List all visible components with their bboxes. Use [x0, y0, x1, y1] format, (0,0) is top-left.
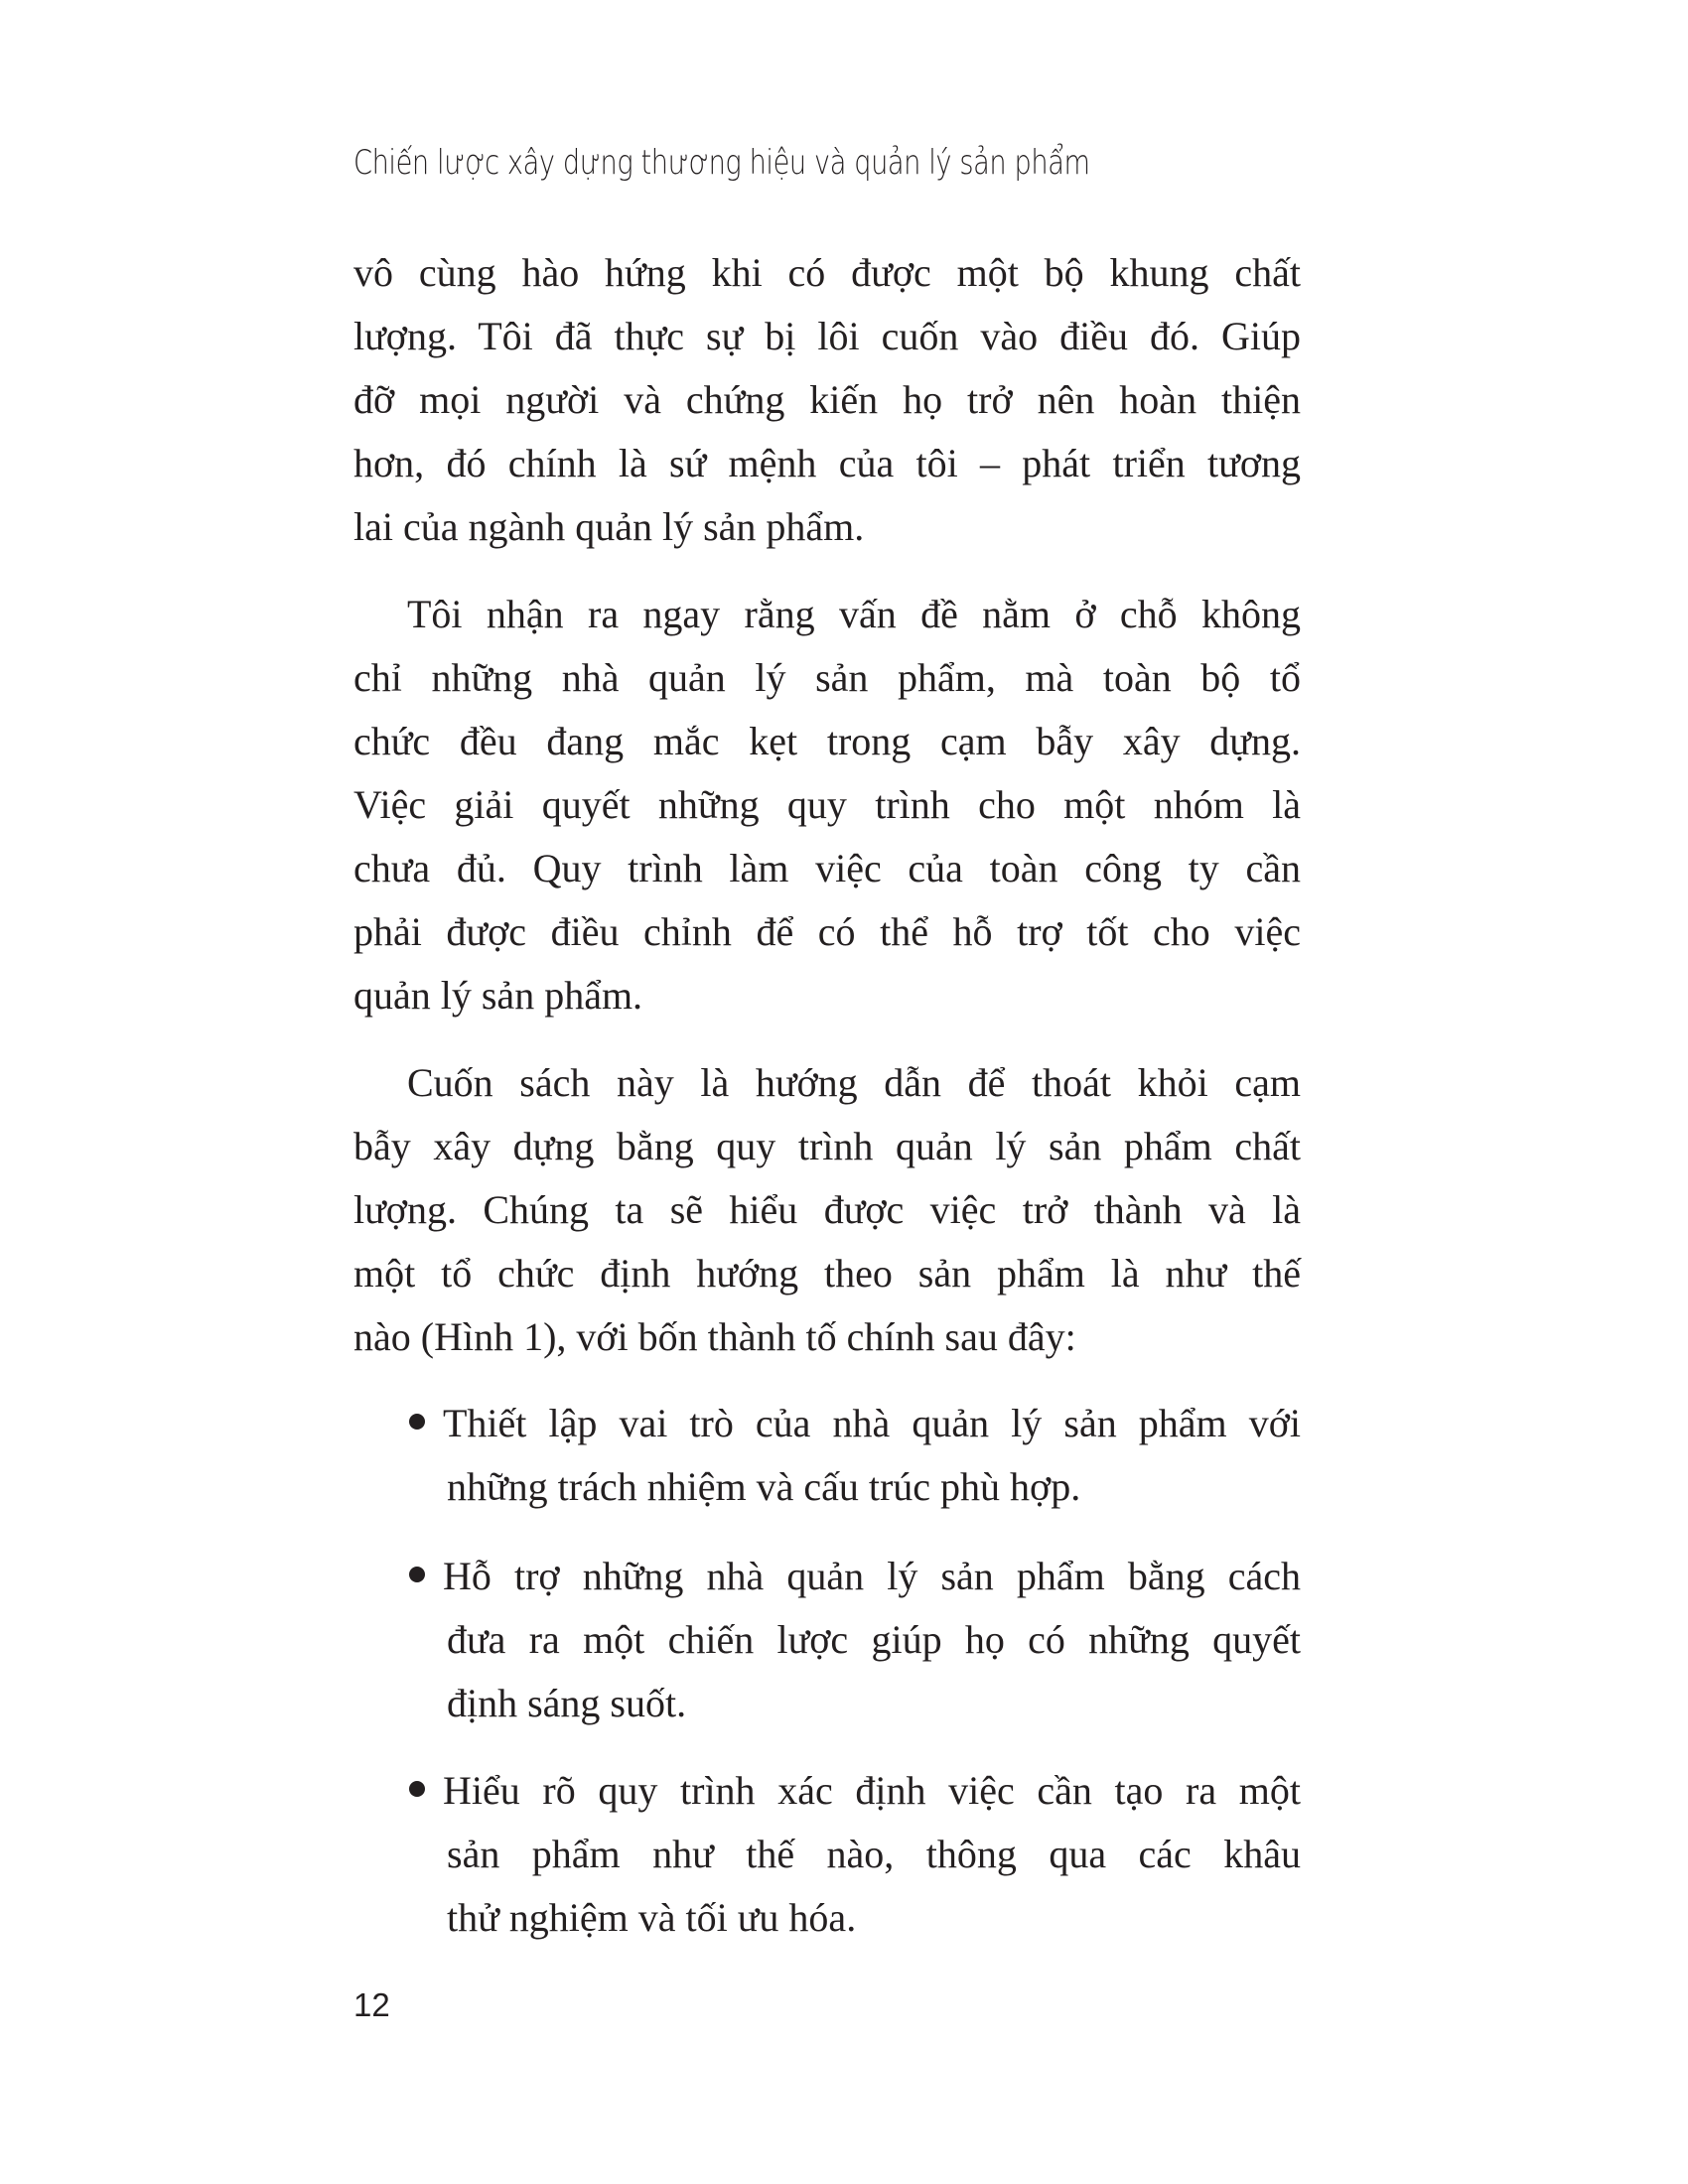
text-line: Hiểu rõ quy trình xác định việc cần tạo ra một	[443, 1768, 1301, 1813]
text-line: Tôi nhận ra ngay rằng vấn đề nằm ở chỗ không	[407, 592, 1301, 636]
text-line: lượng. Tôi đã thực sự bị lôi cuốn vào điều đó. Giúp	[353, 314, 1301, 358]
text-line: phải được điều chỉnh để có thể hỗ trợ tốt cho việc	[353, 909, 1301, 954]
text-line: định sáng suốt.	[447, 1681, 687, 1725]
text-line: vô cùng hào hứng khi có được một bộ khung chất	[353, 250, 1301, 295]
text-line: một tổ chức định hướng theo sản phẩm là như thế	[353, 1251, 1301, 1296]
text-line: thử nghiệm và tối ưu hóa.	[447, 1895, 857, 1940]
bullet-icon	[409, 1414, 425, 1430]
text-line: nào (Hình 1), với bốn thành tố chính sau đây:	[353, 1314, 1076, 1359]
page-number: 12	[353, 1986, 390, 2023]
text-line: chức đều đang mắc kẹt trong cạm bẫy xây dựng.	[353, 719, 1301, 763]
bullet-icon	[409, 1781, 425, 1797]
text-line: Cuốn sách này là hướng dẫn để thoát khỏi cạm	[407, 1060, 1301, 1105]
text-line: đỡ mọi người và chứng kiến họ trở nên hoàn thiện	[353, 377, 1301, 422]
text-line: đưa ra một chiến lược giúp họ có những quyết	[447, 1617, 1301, 1662]
text-line: lượng. Chúng ta sẽ hiểu được việc trở thành và là	[353, 1187, 1301, 1232]
running-header: Chiến lược xây dựng thương hiệu và quản lý sản phẩm	[353, 143, 1090, 183]
bullet-icon	[409, 1567, 425, 1582]
text-line: Việc giải quyết những quy trình cho một nhóm là	[353, 782, 1301, 827]
text-line: những trách nhiệm và cấu trúc phù hợp.	[447, 1464, 1081, 1509]
text-line: bẫy xây dựng bằng quy trình quản lý sản phẩm chất	[353, 1124, 1301, 1168]
text-line: Hỗ trợ những nhà quản lý sản phẩm bằng cách	[443, 1554, 1301, 1598]
text-line: quản lý sản phẩm.	[353, 973, 643, 1018]
text-line: chỉ những nhà quản lý sản phẩm, mà toàn bộ tổ	[353, 655, 1301, 700]
text-line: chưa đủ. Quy trình làm việc của toàn công ty cần	[353, 846, 1301, 890]
text-line: sản phẩm như thế nào, thông qua các khâu	[447, 1832, 1301, 1876]
text-line: lai của ngành quản lý sản phẩm.	[353, 504, 865, 549]
text-line: hơn, đó chính là sứ mệnh của tôi – phát triển tương	[353, 441, 1301, 485]
text-line: Thiết lập vai trò của nhà quản lý sản phẩm với	[443, 1401, 1301, 1445]
